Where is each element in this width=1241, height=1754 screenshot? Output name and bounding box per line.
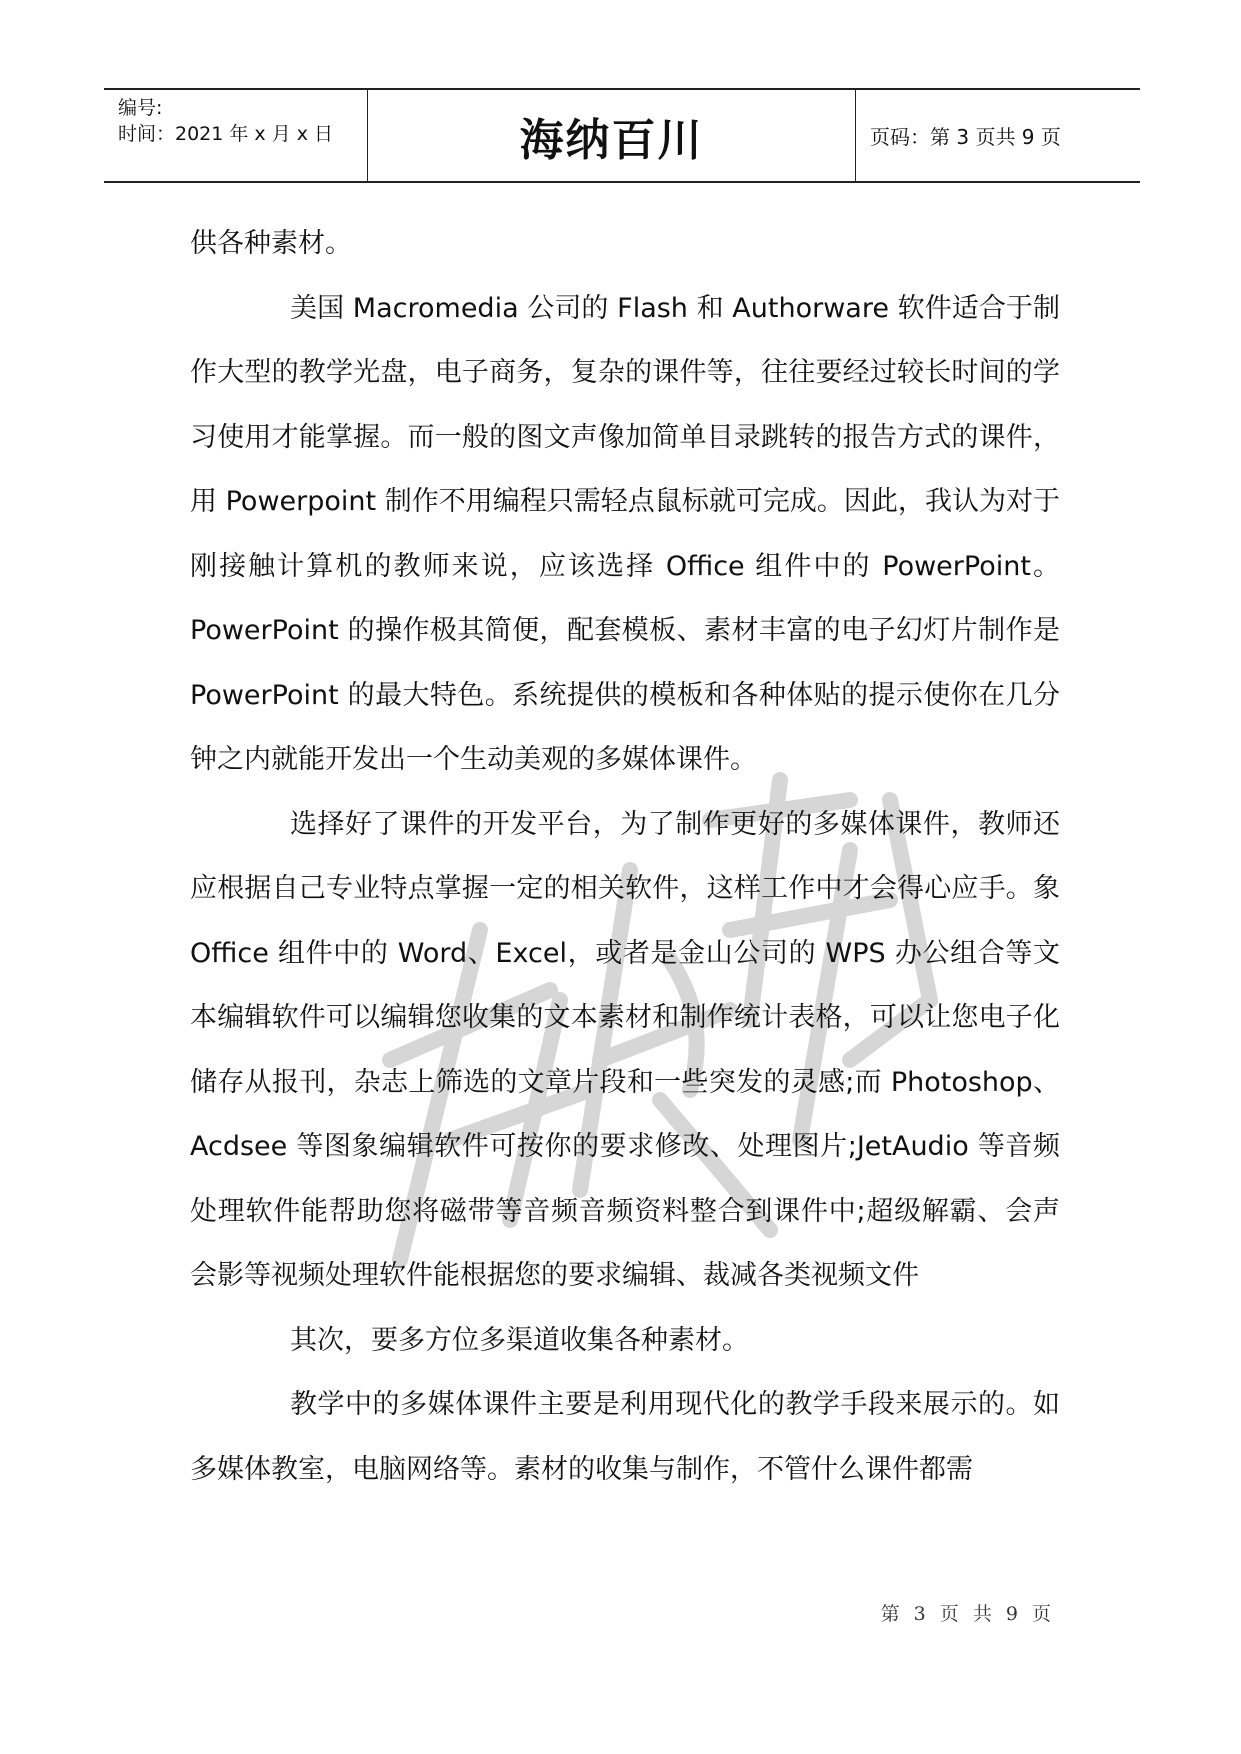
header-page-code: 页码：第 3 页共 9 页	[870, 125, 1061, 149]
footer-page-number: 第 3 页 共 9 页	[880, 1603, 1055, 1625]
paragraph: 教学中的多媒体课件主要是利用现代化的教学手段来展示的。如多媒体教室，电脑网络等。素材的收集与制作，不管什么课件都需	[190, 1389, 1060, 1485]
header-brand-cell	[368, 90, 856, 181]
paragraph: 供各种素材。	[190, 228, 352, 259]
body-text	[190, 212, 1060, 1502]
paragraph: 美国 Macromedia 公司的 Flash 和 Authorware 软件适合于制作大型的教学光盘，电子商务，复杂的课件等，往往要经过较长时间的学习使用才能掌握。而一般的图文声像加简单目录跳转的报告方式的课件，用 Powerpoint 制作不用编程只需轻点鼠标就可完成。因此，我认为对于刚接触计算机的教师来说，应该选择 Office 组件中的 PowerPoint。PowerPoint 的操作极其简便，配套模板、素材丰富的电子幻灯片制作是 PowerPoint 的最大特色。系统提供的模板和各种体贴的提示使你在几分钟之内就能开发出一个生动美观的多媒体课件。	[190, 292, 1060, 775]
header-page-cell	[856, 90, 1140, 181]
header-table	[104, 88, 1140, 183]
paragraph: 选择好了课件的开发平台，为了制作更好的多媒体课件，教师还应根据自己专业特点掌握一定的相关软件，这样工作中才会得心应手。象 Office 组件中的 Word、Excel，或者是金山公司的 WPS 办公组合等文本编辑软件可以编辑您收集的文本素材和制作统计表格，可以让您电子化储存从报刊，杂志上筛选的文章片段和一些突发的灵感;而 Photoshop、Acdsee 等图象编辑软件可按你的要求修改、处理图片;JetAudio 等音频处理软件能帮助您将磁带等音频音频资料整合到课件中;超级解霸、会声会影等视频处理软件能根据您的要求编辑、裁减各类视频文件	[190, 808, 1060, 1291]
paragraph: 其次，要多方位多渠道收集各种素材。	[290, 1324, 749, 1356]
brand-title: 海纳百川	[519, 114, 704, 166]
document-number-label: 编号:	[118, 97, 163, 119]
header-meta-cell	[104, 90, 368, 181]
document-time-label: 时间：2021 年 x 月 x 日	[118, 123, 334, 145]
